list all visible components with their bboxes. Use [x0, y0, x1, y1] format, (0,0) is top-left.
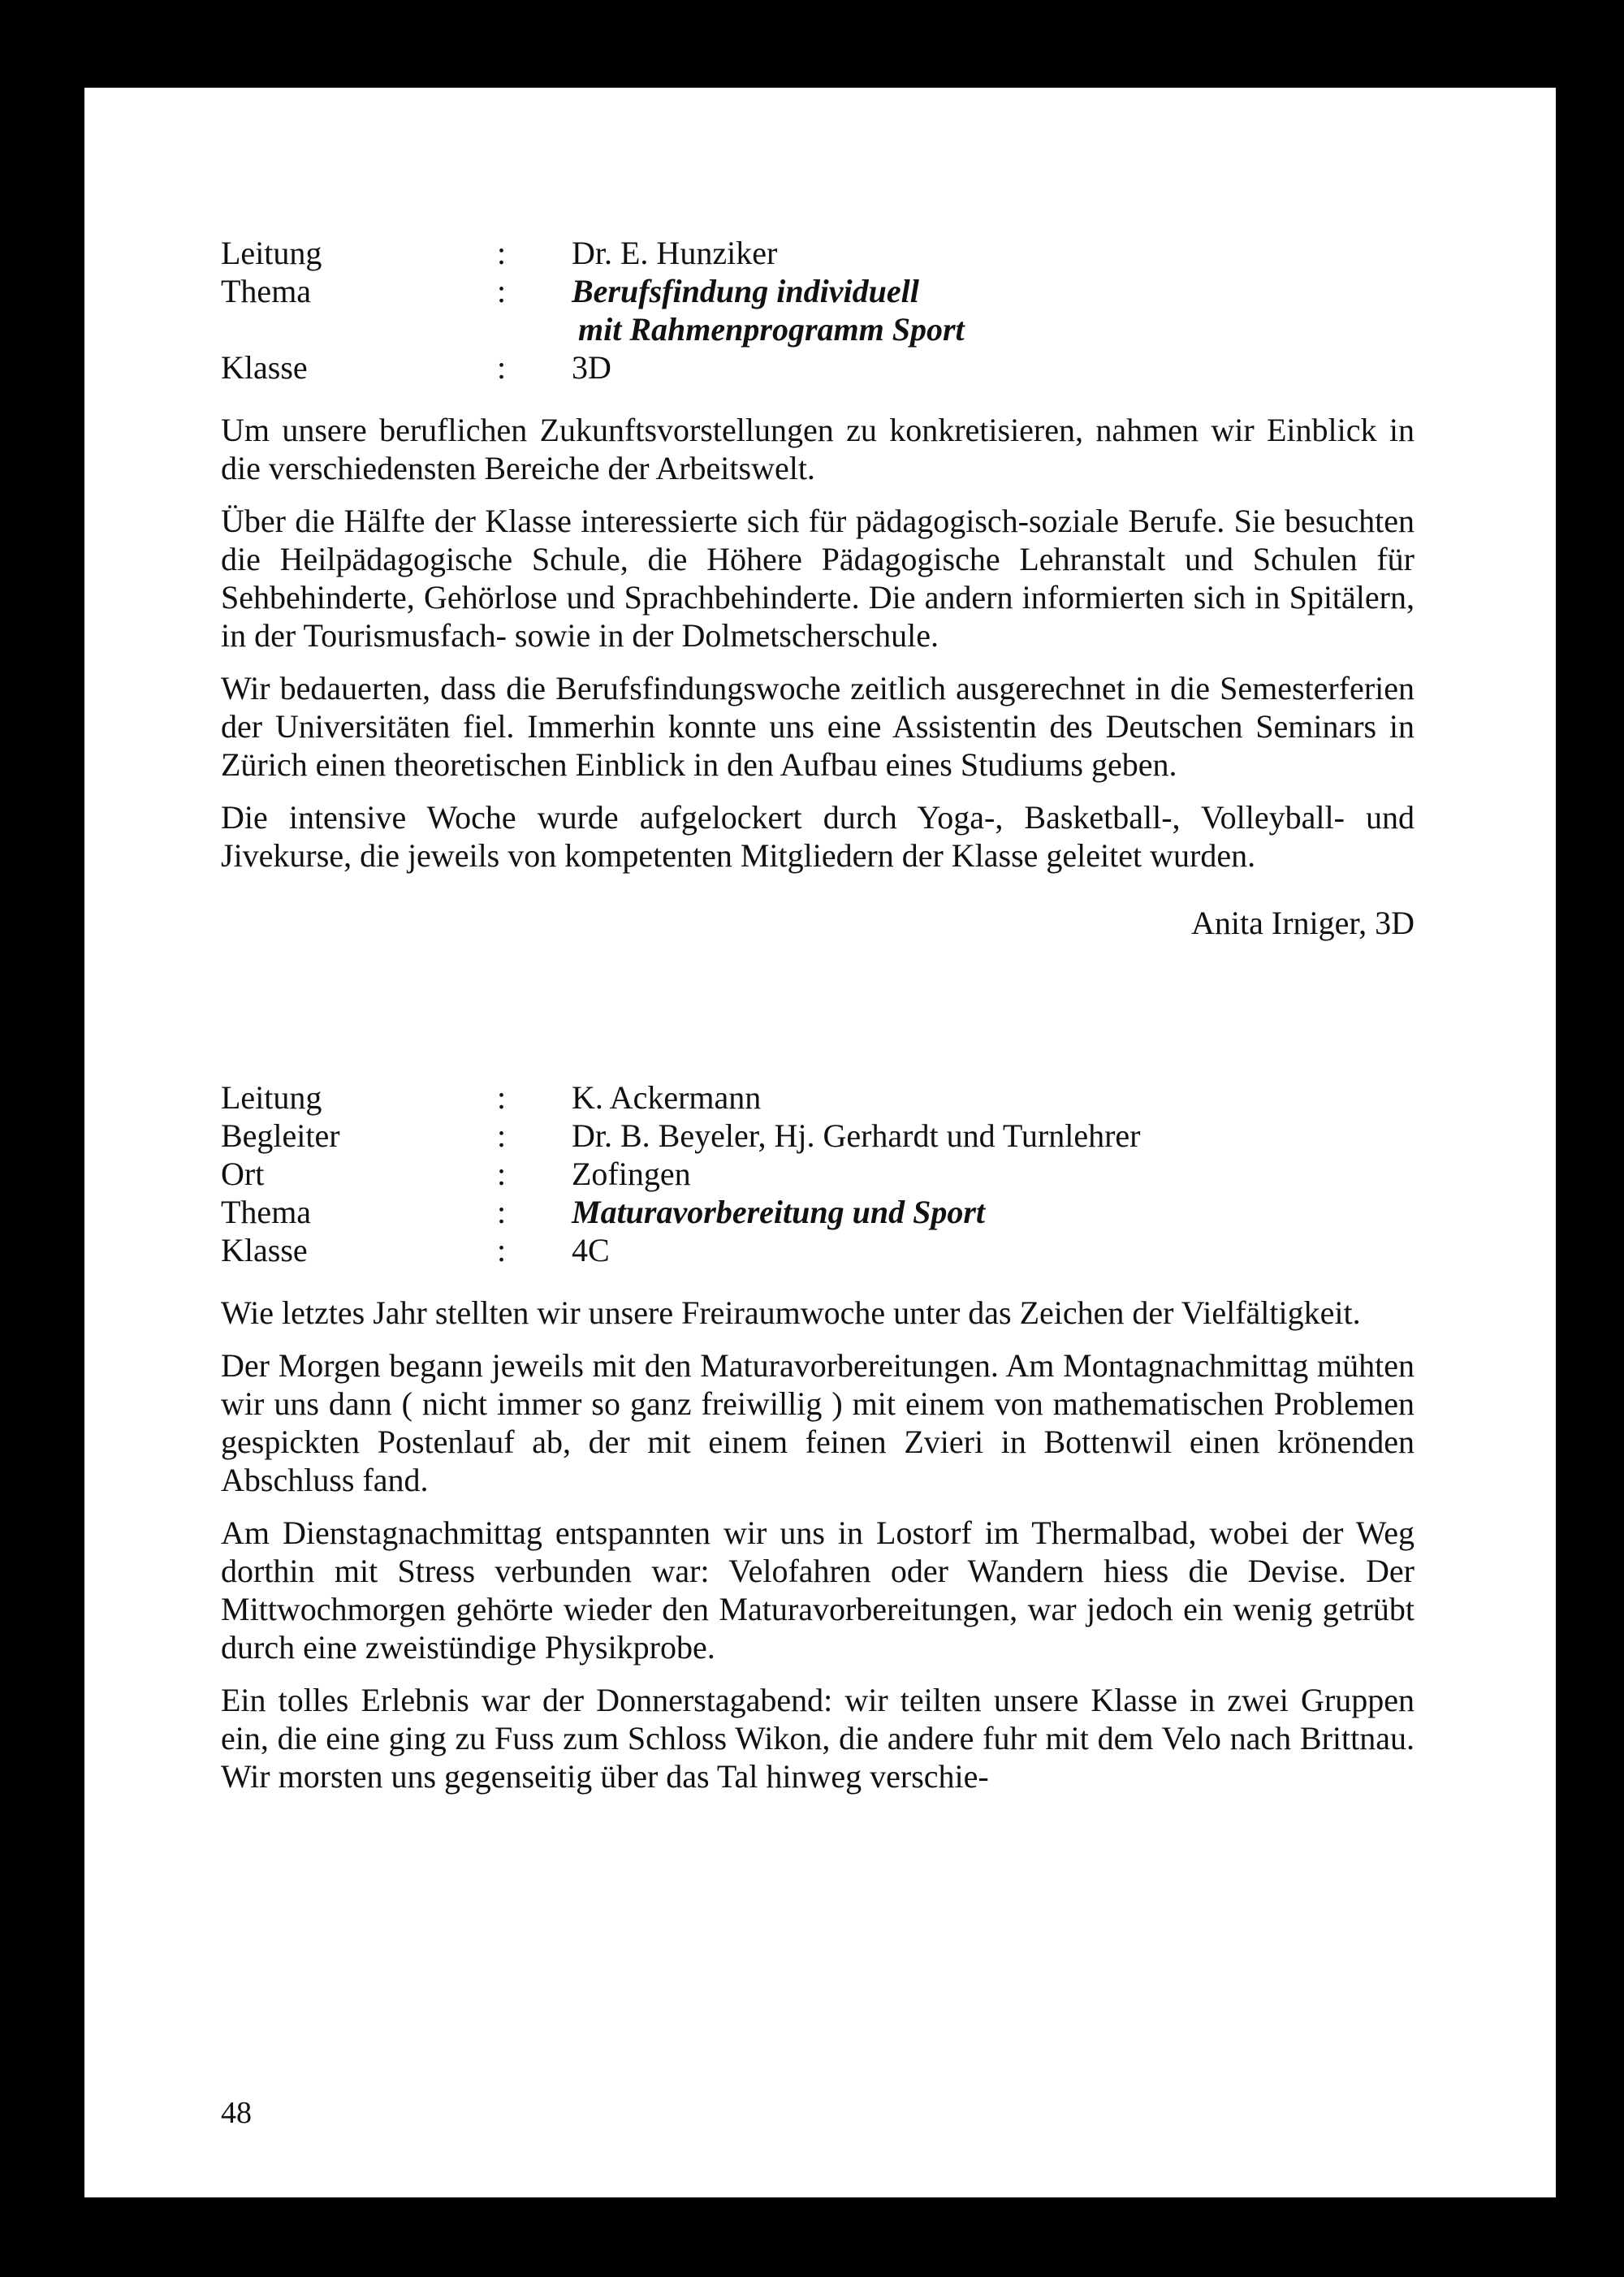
meta-label: Klasse: [221, 1232, 308, 1268]
meta-label: Leitung: [221, 1079, 322, 1116]
paragraph: Ein tolles Erlebnis war der Donnerstagabend: wir teilten unsere Klasse in zwei Gruppen ein, die eine ging zu Fuss zum Schloss Wikon, die andere fuhr mit dem Velo nach Brittnau. Wir morsten uns gegenseitig über das Tal hinweg verschie-: [221, 1682, 1415, 1795]
meta-row-klasse: [221, 348, 1415, 387]
meta-label: Leitung: [221, 235, 322, 271]
meta-value-topic: [572, 272, 1415, 348]
meta-row-leitung: [221, 1078, 1415, 1117]
meta-label: Begleiter: [221, 1117, 340, 1154]
meta-row-ort: [221, 1155, 1415, 1193]
meta-value-topic: Maturavorbereitung und Sport: [572, 1194, 986, 1230]
meta-colon: :: [497, 235, 507, 271]
meta-value: K. Ackermann: [572, 1079, 762, 1116]
meta-value: 4C: [572, 1232, 610, 1268]
meta-row-thema: [221, 1193, 1415, 1231]
paragraph: Der Morgen begann jeweils mit den Maturavorbereitungen. Am Montagnachmittag mühten wir uns dann ( nicht immer so ganz freiwillig ) mit einem von mathematischen Problemen gespickten Postenlauf ab, der mit einem feinen Zvieri in Bottenwil einen krönenden Abschluss fand.: [221, 1347, 1415, 1498]
meta-label: Klasse: [221, 349, 308, 386]
meta-colon: :: [497, 1156, 507, 1192]
meta-colon: :: [497, 1079, 507, 1116]
section1-meta: [221, 234, 1415, 387]
paragraph: Wir bedauerten, dass die Berufsfindungswoche zeitlich ausgerechnet in die Semesterferien der Universitäten fiel. Immerhin konnte uns eine Assistentin des Deutschen Seminars in Zürich einen theoretischen Einblick in den Aufbau eines Studiums geben.: [221, 670, 1415, 783]
paragraph: Um unsere beruflichen Zukunftsvorstellungen zu konkretisieren, nahmen wir Einblick in die verschiedensten Bereiche der Arbeitswelt.: [221, 412, 1415, 486]
paragraph: Wie letztes Jahr stellten wir unsere Freiraumwoche unter das Zeichen der Vielfältigkeit.: [221, 1294, 1361, 1331]
meta-label: Thema: [221, 273, 312, 309]
meta-colon: :: [497, 1194, 507, 1230]
meta-row-klasse: [221, 1231, 1415, 1269]
meta-colon: :: [497, 1232, 507, 1268]
section2-meta: [221, 1078, 1415, 1269]
page-content: [221, 234, 1415, 1810]
paragraph: Über die Hälfte der Klasse interessierte sich für pädagogisch-soziale Berufe. Sie besuchten die Heilpädagogische Schule, die Höhere Pädagogische Lehranstalt und Schulen für Sehbehinderte, Gehörlose und Sprachbehinderte. Die andern informierten sich in Spitälern, in der Tourismusfach- sowie in der Dolmetscherschule.: [221, 503, 1415, 654]
paragraph: Am Dienstagnachmittag entspannten wir uns in Lostorf im Thermalbad, wobei der Weg dorthin mit Stress verbunden war: Velofahren oder Wandern hiess die Devise. Der Mittwochmorgen gehörte wieder den Maturavorbereitungen, war jedoch ein wenig getrübt durch eine zweistündige Physikprobe.: [221, 1514, 1415, 1666]
section2-body: [221, 1294, 1415, 1795]
meta-label: Ort: [221, 1156, 265, 1192]
document-page: [84, 88, 1556, 2197]
page-number: 48: [221, 2096, 252, 2130]
meta-value: Dr. B. Beyeler, Hj. Gerhardt und Turnlehrer: [572, 1117, 1141, 1154]
meta-colon: :: [497, 349, 507, 386]
meta-colon: :: [497, 273, 507, 309]
meta-value: Dr. E. Hunziker: [572, 235, 778, 271]
meta-value: Zofingen: [572, 1156, 691, 1192]
author-signature: Anita Irniger, 3D: [1191, 905, 1415, 941]
meta-row-thema: [221, 272, 1415, 348]
topic-line-1: Berufsfindung individuell: [572, 273, 919, 309]
section1-body: [221, 411, 1415, 875]
meta-row-leitung: [221, 234, 1415, 272]
topic-line-2: mit Rahmenprogramm Sport: [578, 311, 965, 348]
meta-value: 3D: [572, 349, 611, 386]
paragraph: Die intensive Woche wurde aufgelockert durch Yoga-, Basketball-, Volleyball- und Jivekurse, die jeweils von kompetenten Mitgliedern der Klasse geleitet wurden.: [221, 799, 1415, 874]
meta-row-begleiter: [221, 1117, 1415, 1155]
meta-colon: :: [497, 1117, 507, 1154]
meta-label: Thema: [221, 1194, 312, 1230]
